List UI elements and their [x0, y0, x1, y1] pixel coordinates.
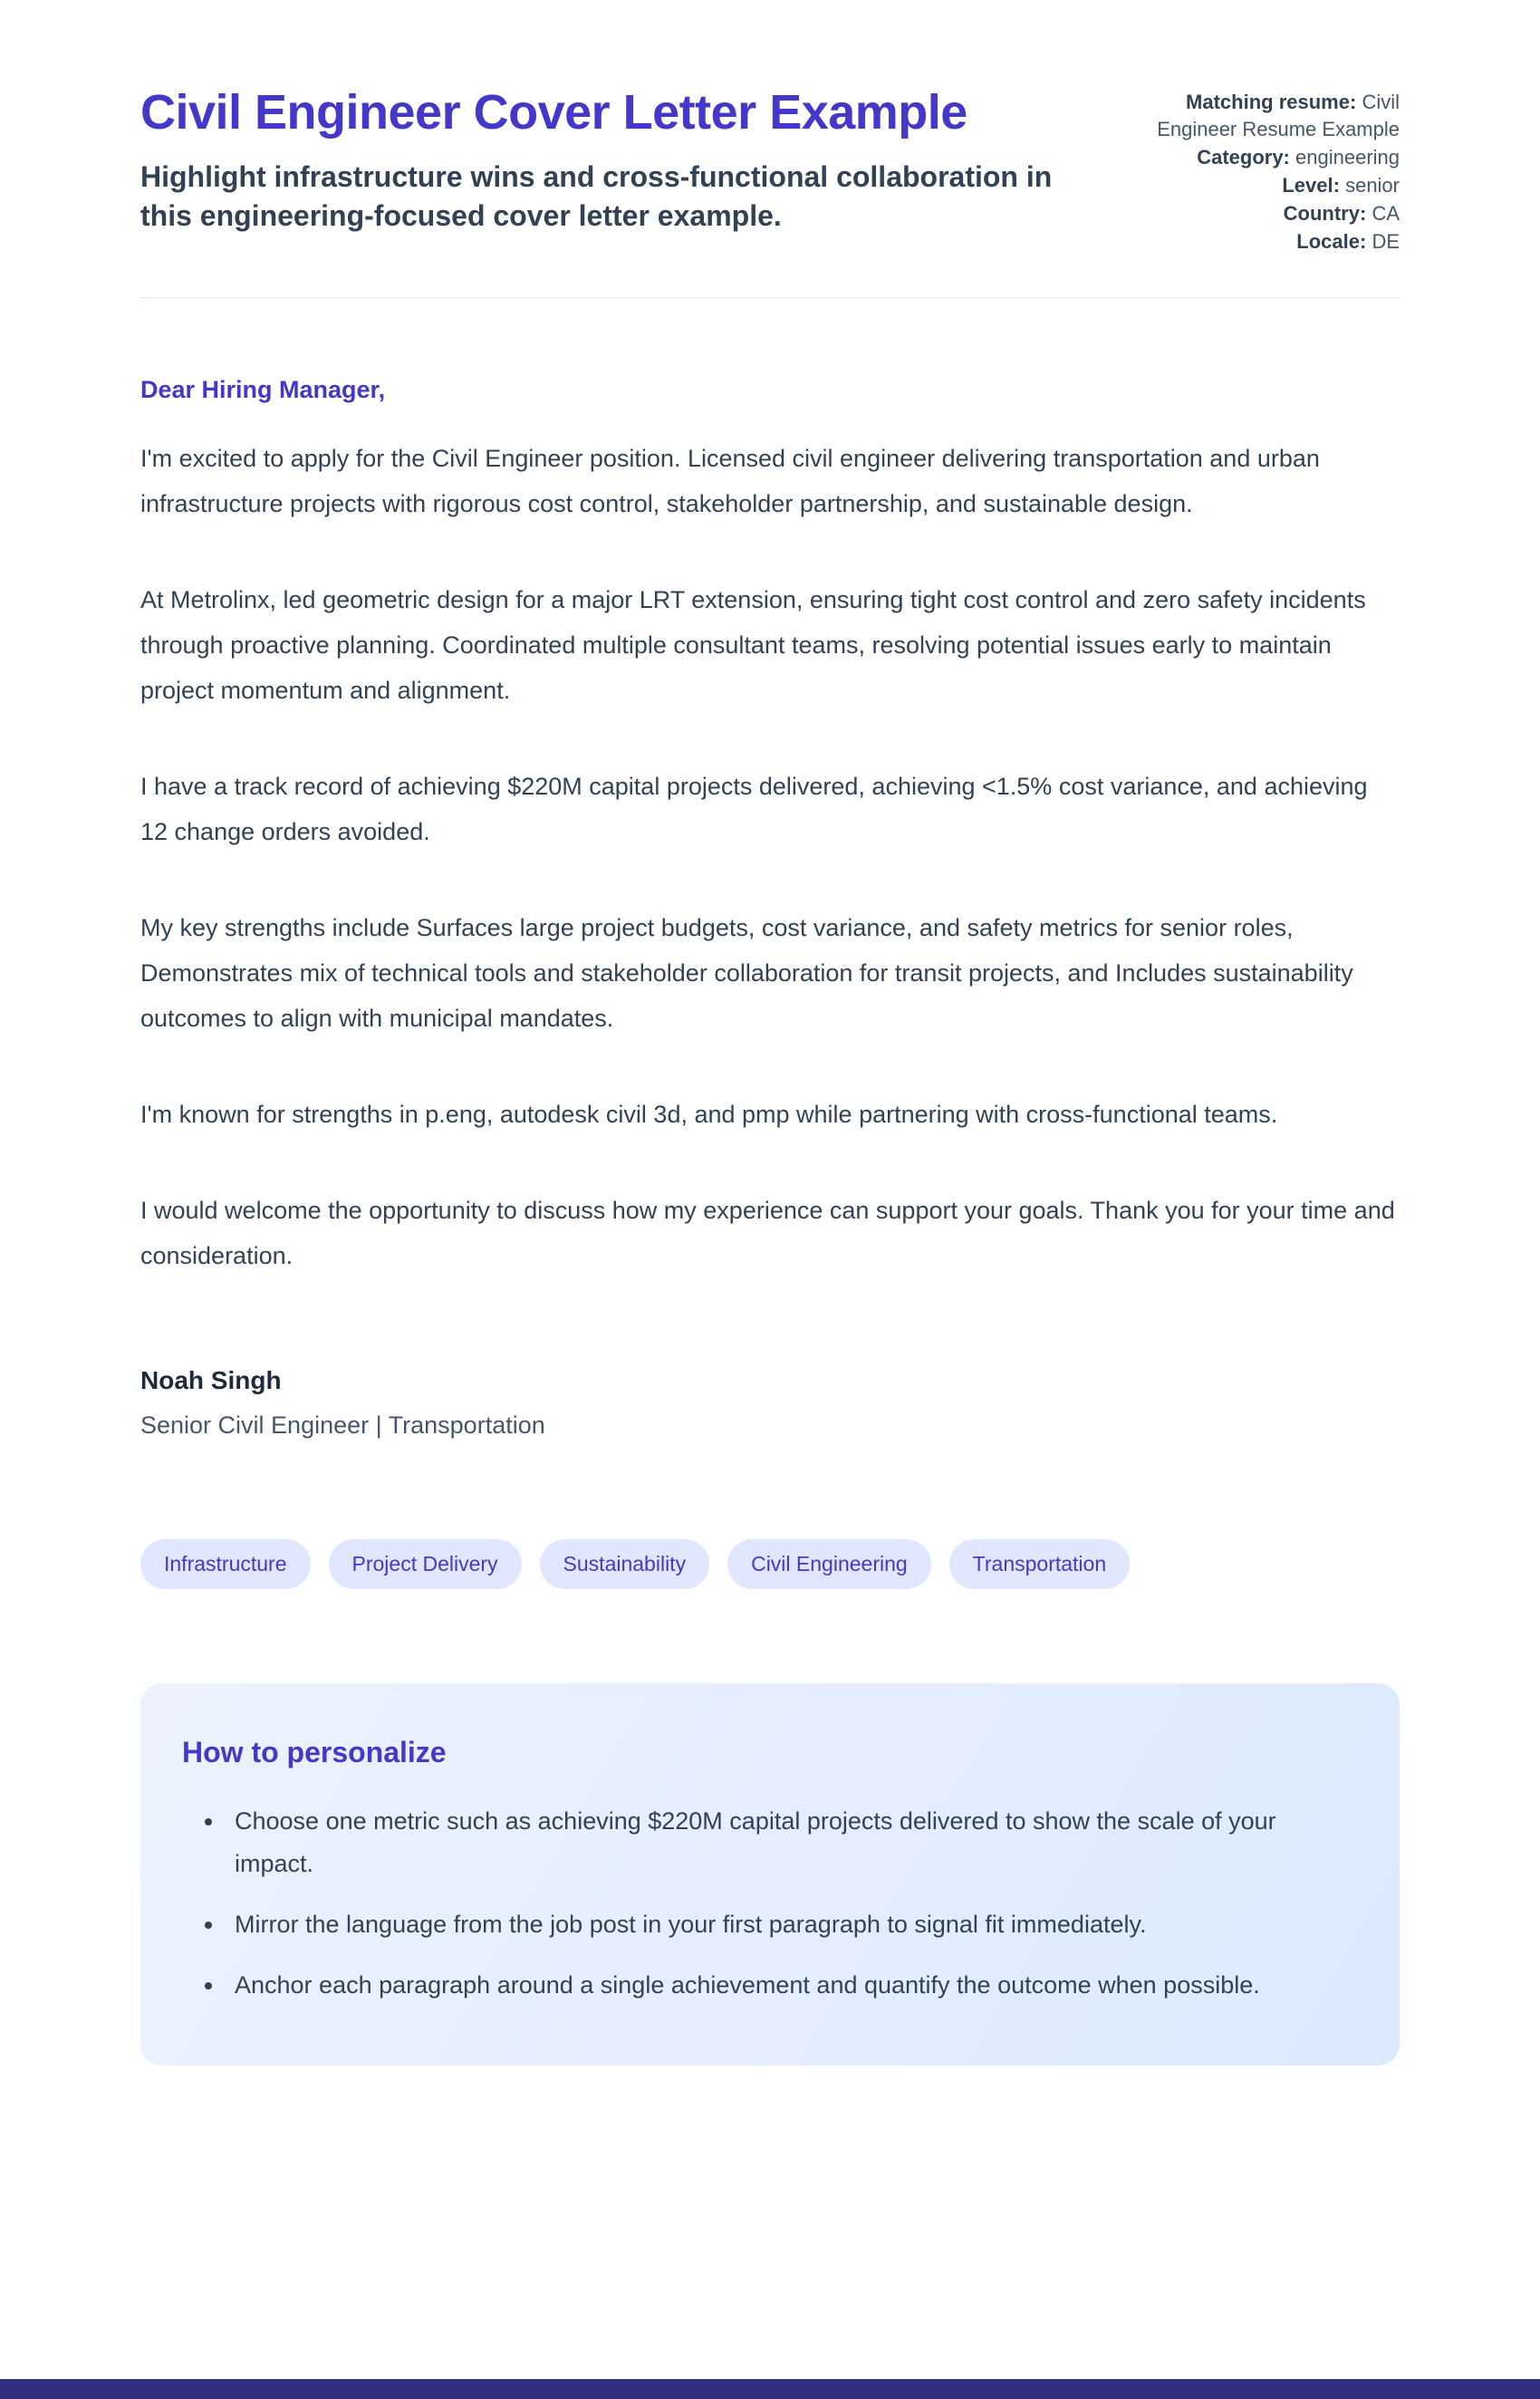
personalize-card: [140, 1683, 1400, 2066]
meta-value: senior: [1345, 173, 1400, 197]
salutation: Dear Hiring Manager,: [140, 376, 386, 404]
meta-row-country: [1146, 200, 1400, 227]
letter-paragraph: My key strengths include Surfaces large project budgets, cost variance, and safety metrics for senior roles, Demonstrates mix of technical tools and stakeholder collaboration for transit projects, and Includes sustainability outcomes to align with municipal mandates.: [140, 914, 1353, 1032]
tag-project-delivery[interactable]: Project Delivery: [329, 1539, 522, 1589]
letter-paragraph: I'm excited to apply for the Civil Engineer position. Licensed civil engineer delivering transportation and urban infrastructure projects with rigorous cost control, stakeholder partnership, and sustainable design.: [140, 445, 1320, 518]
header-left: [140, 83, 1083, 236]
meta-row-locale: [1146, 228, 1400, 255]
tag-civil-engineering[interactable]: Civil Engineering: [727, 1539, 931, 1589]
meta-value: Civil Engineer Resume Example: [1157, 91, 1400, 140]
meta-label: Category:: [1197, 145, 1290, 169]
meta-label: Matching resume:: [1186, 91, 1357, 113]
personalize-heading: How to personalize: [182, 1735, 447, 1768]
tag-transportation[interactable]: Transportation: [949, 1539, 1130, 1589]
header: [140, 83, 1400, 255]
tip-item: • Anchor each paragraph around a single achievement and quantify the outcome when possible.: [226, 1964, 1354, 2007]
content-container: [140, 0, 1400, 2066]
meta-label: Country:: [1283, 201, 1367, 225]
personalize-tips-list: [182, 1800, 1354, 2008]
meta-row-level: [1146, 172, 1400, 199]
footer-bar: [0, 2379, 1540, 2399]
tag-infrastructure[interactable]: Infrastructure: [140, 1539, 311, 1589]
resume-meta: [1146, 89, 1400, 255]
meta-row-matching-resume: [1146, 89, 1400, 143]
meta-value: CA: [1372, 201, 1400, 225]
cover-letter-body: [140, 376, 1400, 1439]
meta-value: engineering: [1295, 145, 1400, 169]
header-divider: [140, 297, 1400, 298]
letter-paragraph: At Metrolinx, led geometric design for a major LRT extension, ensuring tight cost control and zero safety incidents through proactive planning. Coordinated multiple consultant teams, resolving potential issues early to maintain project momentum and alignment.: [140, 586, 1366, 705]
tip-item: • Choose one metric such as achieving $220M capital projects delivered to show the scale of your impact.: [226, 1800, 1354, 1886]
tip-item: • Mirror the language from the job post in your first paragraph to signal fit immediately.: [226, 1903, 1354, 1946]
letter-paragraph: I have a track record of achieving $220M capital projects delivered, achieving <1.5% cost variance, and achieving 12 change orders avoided.: [140, 773, 1368, 846]
meta-row-category: [1146, 144, 1400, 171]
meta-label: Locale:: [1296, 229, 1367, 253]
signature-name: Noah Singh: [140, 1365, 282, 1394]
letter-paragraph: I would welcome the opportunity to discuss how my experience can support your goals. Thank you for your time and consideration.: [140, 1196, 1395, 1269]
tag-sustainability[interactable]: Sustainability: [540, 1539, 710, 1589]
meta-value: DE: [1372, 229, 1400, 253]
page-title: Civil Engineer Cover Letter Example: [140, 85, 967, 140]
page-subtitle: Highlight infrastructure wins and cross-functional collaboration in this engineering-focused cover letter example.: [140, 159, 1053, 233]
letter-paragraph: I'm known for strengths in p.eng, autodesk civil 3d, and pmp while partnering with cross-functional teams.: [140, 1100, 1278, 1128]
meta-label: Level:: [1282, 173, 1340, 197]
signature-title: Senior Civil Engineer | Transportation: [140, 1411, 545, 1439]
tag-list: [140, 1539, 1400, 1589]
